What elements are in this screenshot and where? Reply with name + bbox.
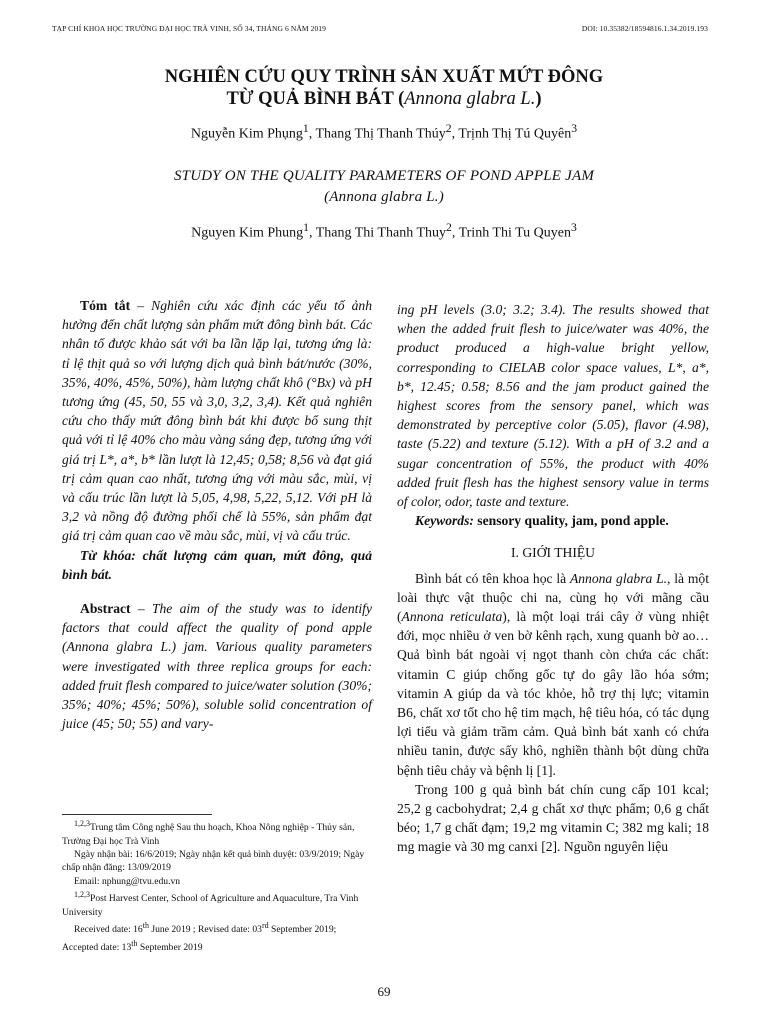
right-column [397, 300, 709, 857]
footnote-affiliation-en: $^{1,2,3}$Post Harvest Center, School of Agriculture and Aquaculture, Tra Vinh University [62, 890, 359, 918]
journal-name: TẠP CHÍ KHOA HỌC TRƯỜNG ĐẠI HỌC TRÀ VINH, SỐ 34, THÁNG 6 NĂM 2019 [52, 24, 326, 33]
section-heading-introduction: I. GIỚI THIỆU [511, 545, 595, 561]
species-name: Annona glabra L. [404, 89, 536, 109]
footnote-email: Email: nphung@tvu.edu.vn [74, 875, 181, 887]
left-column [62, 296, 372, 733]
keywords-vietnamese: Từ khóa: chất lượng cảm quan, mứt đông, quả bình bát. [62, 547, 372, 582]
footnote-dates-en: Received date: 16th June 2019 ; Revised date: 03rd September 2019; Accepted date: 13th September 2019 [62, 921, 337, 953]
abstract-english-continued: ing pH levels (3.0; 3.2; 3.4). The results showed that when the added fruit flesh to juice/water was 40%, the product produced a high-value bright yellow, corresponding to CIELAB color space values, L*, a*, b*, 12.45; 0.58; 8.56 and the jam product gained the highest scores from the sensory panel, which was demonstrated by perceptive color (5.05), flavor (4.98), taste (5.22) and texture (5.12). With a pH of 3.2 and a sugar concentration of 55%, the product with 40% added fruit flesh has the highest sensory value in terms of color, odor, taste and texture. [397, 302, 709, 510]
title-line-1: NGHIÊN CỨU QUY TRÌNH SẢN XUẤT MỨT ĐÔNG [164, 67, 604, 87]
authors-vi: Nguyễn Kim Phụng$^1$, Thang Thị Thanh Thúy$^2$, Trịnh Thị Tú Quyên$^3$ [190, 122, 578, 142]
english-title-line-2: (Annona glabra L.) [324, 189, 444, 205]
intro-paragraph-2: Trong 100 g quả bình bát chín cung cấp 101 kcal; 25,2 g cacbohydrat; 2,4 g chất xơ thực phẩm; 0,6 g chất béo; 1,7 g chất đạm; 19,2 mg vitamin C; 382 mg kali; 18 mg magie và 30 mg canxi [2]. Nguồn nguyên liệu [397, 781, 709, 855]
english-title [0, 166, 768, 208]
footnote-divider [62, 814, 212, 815]
abstract-english: Abstract – The aim of the study was to identify factors that could affect the quality of pond apple (Annona glabra L.) jam. Various quality parameters were investigated with three replica groups for each: added fruit flesh compared to juice/water solution (30%; 35%; 40%; 45%; 50%), soluble solid concentration of juice (45; 50; 55) and vary- [62, 601, 372, 732]
title-line-2: TỪ QUẢ BÌNH BÁT (Annona glabra L.) [226, 89, 542, 109]
paper-title [0, 66, 768, 110]
running-header [52, 24, 708, 33]
page-number: 69 [377, 984, 391, 999]
intro-paragraph-1: Bình bát có tên khoa học là Annona glabra L., là một loài thực vật thuộc chi na, cùng họ với mãng cầu (Annona reticulata), là một loại trái cây ở vùng nhiệt đới, mọc nhiều ở ven bờ kênh rạch, xung quanh bờ ao… Quả bình bát ngoài vị ngọt thanh còn chứa các chất: vitamin C giúp chống gốc tự do gây lão hóa sớm; vitamin A giúp da và tóc khỏe, hỗ trợ thị lực; vitamin B6, chất xơ tốt cho hệ tim mạch, hệ tiêu hóa, có tác dụng lợi tiểu và giảm trầm cảm. Quả bình bát xanh có chứa nhiều tanin, được sấy khô, nghiền thành bột dùng chữa bệnh tiêu chảy và bệnh lị [1]. [397, 570, 709, 778]
abstract-vietnamese: Tóm tắt – Nghiên cứu xác định các yếu tố ảnh hưởng đến chất lượng sản phẩm mứt đông bình bát. Các nhân tố được khảo sát với ba lần lặp lại, tương ứng là: tỉ lệ thịt quả so với lượng dịch quả bình bát/nước (30%, 35%, 40%, 45%, 50%), hàm lượng chất khô (°Bx) và pH tương ứng (45, 50, 55 và 3,0, 3,2, 3,4). Kết quả nghiên cứu cho thấy mứt đông bình bát khi được bổ sung thịt quả với tỉ lệ 40% cho màu vàng sáng đẹp, tương ứng với giá trị L*, a*, b* lần lượt là 12,45; 0,58; 8,56 và đạt giá trị cảm quan cao nhất, tương ứng với màu sắc, mùi, vị và cấu trúc lần lượt là 5,05, 4,98, 5,22, 5,12. Với pH là 3,2 và nồng độ đường phối chế là 55%, sản phẩm đạt giá trị cảm quan cao về màu sắc, mùi, vị và cấu trúc. [62, 298, 373, 544]
footnote-dates-vi: Ngày nhận bài: 16/6/2019; Ngày nhận kết quả bình duyệt: 03/9/2019; Ngày chấp nhận đăng: 13/09/2019 [62, 849, 365, 874]
authors-en: Nguyen Kim Phung$^1$, Thang Thi Thanh Thuy$^2$, Trinh Thi Tu Quyen$^3$ [191, 221, 577, 241]
english-title-line-1: STUDY ON THE QUALITY PARAMETERS OF POND APPLE JAM [173, 168, 595, 184]
footnote-affiliation-vi: $^{1,2,3}$Trung tâm Công nghệ Sau thu hoạch, Khoa Nông nghiệp - Thủy sản, Trường Đại học Trà Vinh [62, 819, 355, 847]
footnotes [62, 817, 374, 954]
doi: DOI: 10.35382/18594816.1.34.2019.193 [581, 24, 708, 33]
keywords-english: Keywords: sensory quality, jam, pond apple. [415, 513, 669, 529]
